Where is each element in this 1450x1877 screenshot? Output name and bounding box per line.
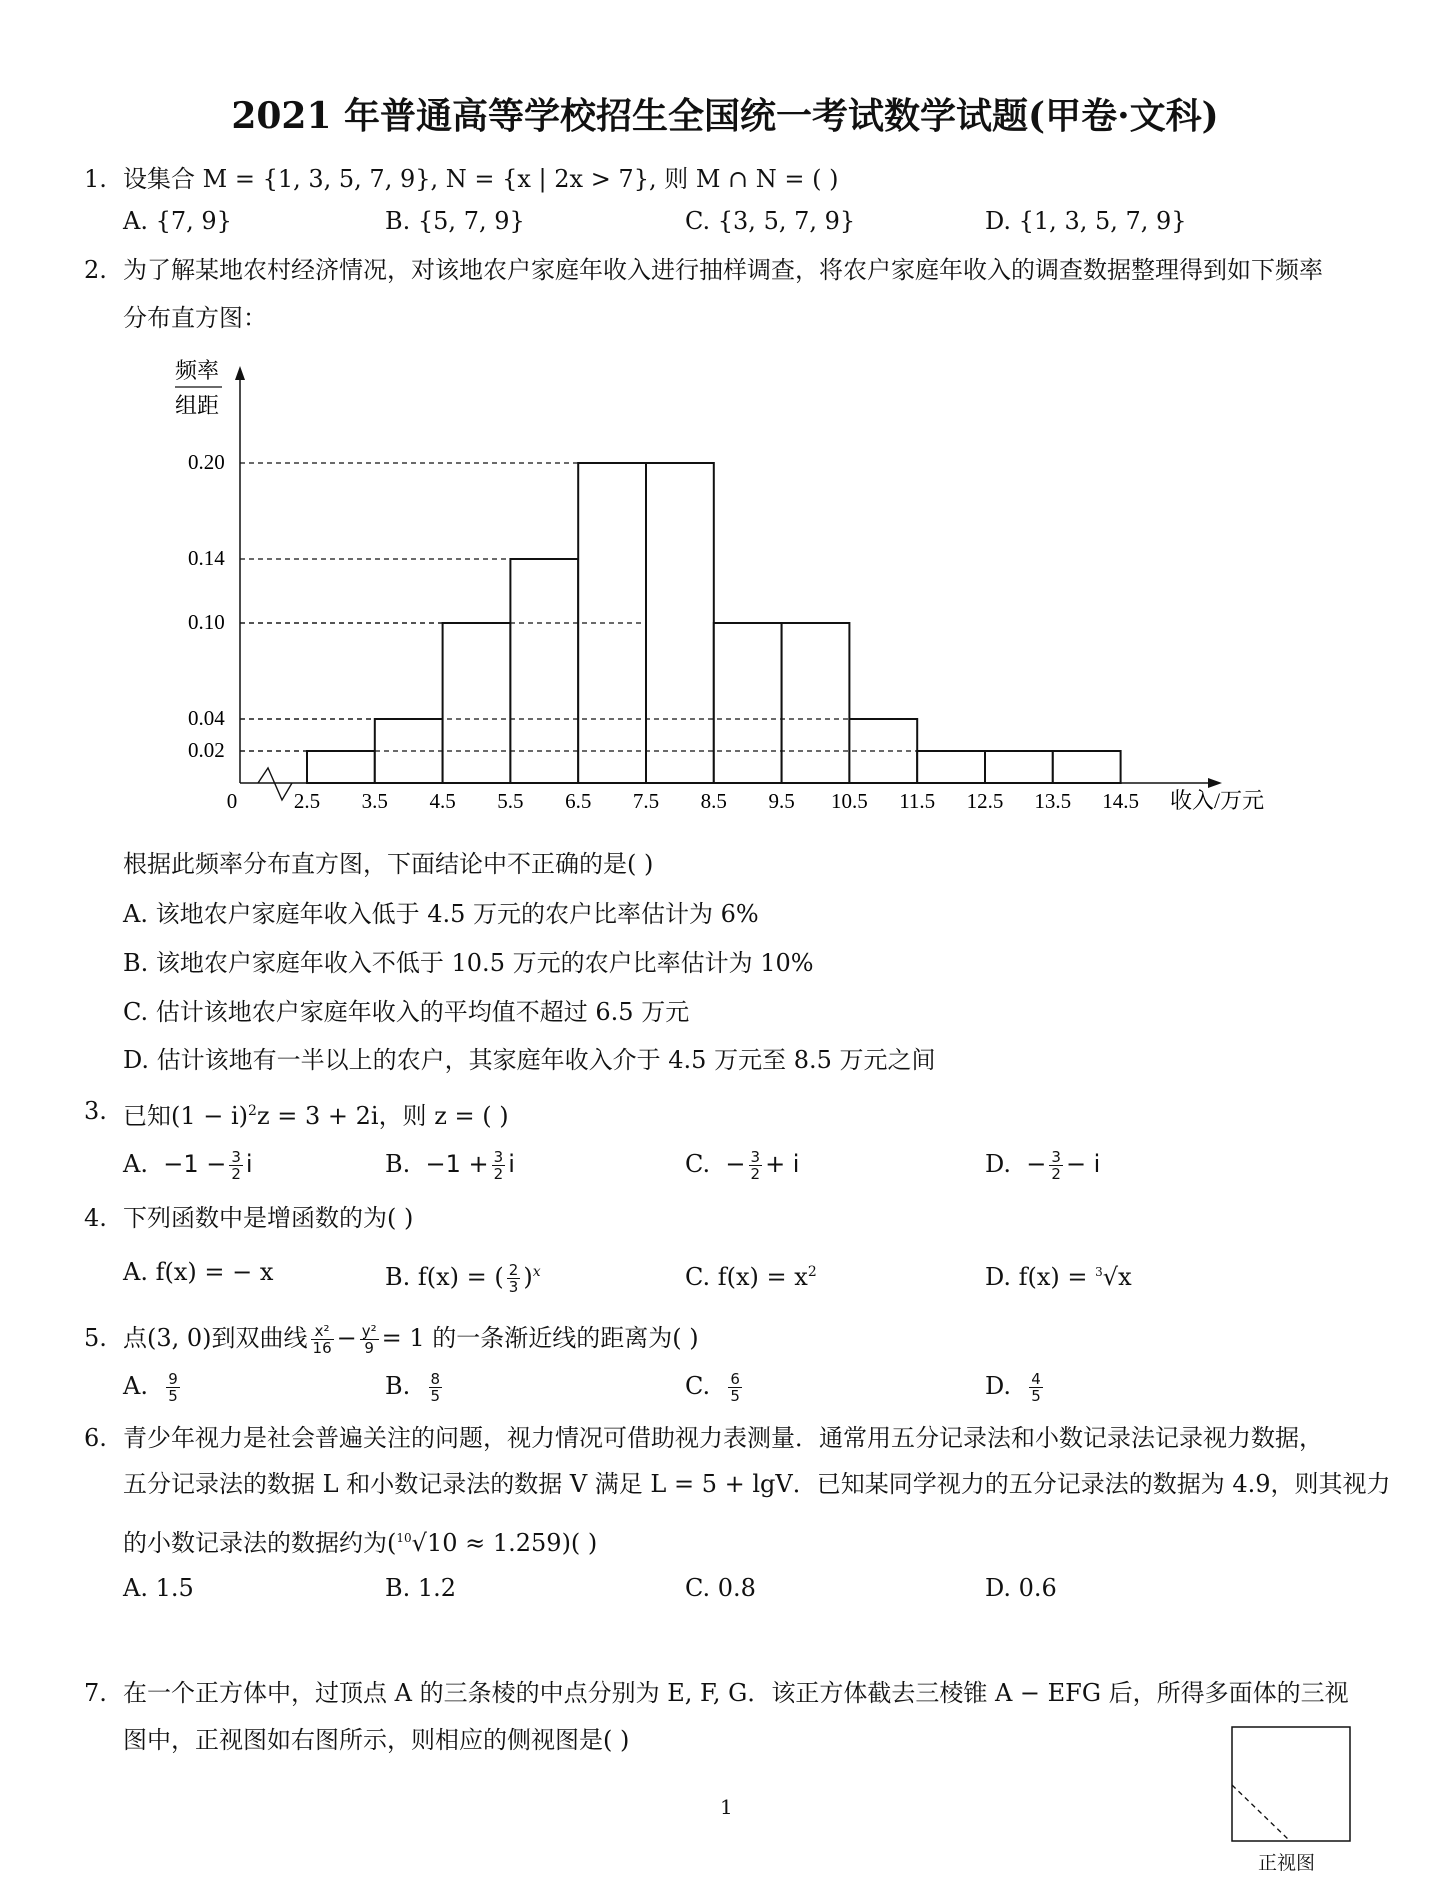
q2-option-b: B. 该地农户家庭年收入不低于 10.5 万元的农户比率估计为 10% [123, 949, 814, 977]
frequency-histogram [0, 0, 1450, 830]
q2-question: 根据此频率分布直方图，下面结论中不正确的是( ) [123, 850, 654, 878]
x-tick-label: 8.5 [700, 789, 727, 813]
x-tick-label: 12.5 [966, 789, 1004, 813]
y-label-top: 频率 [175, 358, 220, 383]
x-tick-label: 7.5 [632, 789, 660, 813]
x-axis-label: 收入/万元 [1170, 788, 1265, 813]
q5-number: 5. [84, 1324, 107, 1352]
q6-line1: 青少年视力是社会普遍关注的问题，视力情况可借助视力表测量．通常用五分记录法和小数记录法记录视力数据， [123, 1424, 1323, 1452]
histogram-bar [714, 623, 782, 783]
q7-number: 7. [84, 1679, 107, 1707]
q3-option-b: B. −1 + $\frac{3}{2}$ i [385, 1148, 515, 1183]
q5-option-d: D. $\frac{4}{5}$ [985, 1370, 1041, 1405]
y-label-bottom: 组距 [175, 393, 220, 418]
q4-option-b: B. f(x) = ( $\frac{2}{3}$ )$^x$ [385, 1261, 541, 1296]
q5-option-b: B. $\frac{8}{5}$ [385, 1370, 441, 1405]
q6-option-c: C. 0.8 [685, 1574, 756, 1602]
axis-break-mark [258, 768, 292, 800]
q3-stem: 已知$(1 - i)^2z = 3 + 2i$，则 z = ( ) [123, 1102, 509, 1130]
q1-option-b: B. {5, 7, 9} [385, 207, 525, 235]
q6-option-a: A. 1.5 [123, 1574, 194, 1602]
origin-label: 0 [226, 789, 238, 813]
histogram-bar [510, 559, 578, 783]
histogram-bar [1053, 751, 1121, 783]
q6-line2: 五分记录法的数据 L 和小数记录法的数据 V 满足 L = 5 + lgV．已知某同学视力的五分记录法的数据为 4.9，则其视力 [123, 1470, 1391, 1498]
x-tick-label: 9.5 [768, 789, 795, 813]
histogram-bar [985, 751, 1053, 783]
q2-number: 2. [84, 256, 107, 284]
q5-stem: 点(3, 0)到双曲线 $\frac{\text{x²}}{16}$ − $\frac{\text{y²}}{9}$ = 1 的一条渐近线的距离为( ) [123, 1322, 699, 1357]
q6-option-b: B. 1.2 [385, 1574, 457, 1602]
paper-title: 2021 年普通高等学校招生全国统一考试数学试题(甲卷·文科) [231, 95, 1219, 137]
q1-stem: 设集合 M = {1, 3, 5, 7, 9}, N = {x | 2x > 7}, 则 M ∩ N = ( ) [123, 165, 839, 193]
q1-option-d: D. {1, 3, 5, 7, 9} [985, 207, 1187, 235]
q7-line2: 图中，正视图如右图所示，则相应的侧视图是( ) [123, 1726, 630, 1754]
y-tick-label: 0.14 [188, 546, 225, 570]
q6-number: 6. [84, 1424, 107, 1452]
y-tick-label: 0.20 [188, 450, 225, 474]
x-tick-label: 5.5 [497, 789, 524, 813]
y-tick-label: 0.10 [188, 610, 225, 634]
y-tick-label: 0.04 [188, 706, 225, 730]
q5-option-a: A. $\frac{9}{5}$ [123, 1370, 178, 1405]
q5-option-c: C. $\frac{6}{5}$ [685, 1370, 740, 1405]
x-tick-label: 6.5 [565, 789, 592, 813]
q2-option-c: C. 估计该地农户家庭年收入的平均值不超过 6.5 万元 [123, 998, 690, 1026]
front-view-figure [1230, 1725, 1354, 1845]
q1-option-a: A. {7, 9} [123, 207, 232, 235]
x-tick-label: 13.5 [1034, 789, 1072, 813]
histogram-bar [443, 623, 511, 783]
y-tick-label: 0.02 [188, 738, 225, 762]
q4-option-a: A. f(x) = − x [123, 1258, 274, 1286]
x-tick-label: 2.5 [293, 789, 321, 813]
histogram-bar [917, 751, 985, 783]
y-axis-arrow [235, 366, 245, 380]
histogram-bar [782, 623, 850, 783]
q3-number: 3. [84, 1097, 107, 1125]
x-tick-label: 4.5 [429, 789, 456, 813]
q6-option-d: D. 0.6 [985, 1574, 1057, 1602]
front-view-caption: 正视图 [1258, 1852, 1316, 1874]
histogram-bar [646, 463, 714, 783]
x-tick-label: 14.5 [1102, 789, 1139, 813]
q4-number: 4. [84, 1204, 107, 1232]
x-tick-label: 3.5 [361, 789, 388, 813]
q6-line3: 的小数记录法的数据约为($^{10}$√10 ≈ 1.259)( ) [123, 1529, 598, 1557]
q3-option-c: C. − $\frac{3}{2}$ + i [685, 1148, 800, 1183]
q4-stem: 下列函数中是增函数的为( ) [123, 1204, 414, 1232]
x-axis-arrow [1208, 778, 1222, 788]
q1-number: 1. [84, 165, 107, 193]
q1-option-c: C. {3, 5, 7, 9} [685, 207, 856, 235]
q4-option-d: D. f(x) = $^3$√x [985, 1263, 1132, 1291]
q2-stem-line2: 分布直方图： [123, 304, 267, 332]
x-tick-label: 10.5 [831, 789, 868, 813]
q2-stem-line1: 为了解某地农村经济情况，对该地农户家庭年收入进行抽样调查，将农户家庭年收入的调查数据整理得到如下频率 [123, 256, 1323, 284]
x-tick-label: 11.5 [899, 789, 936, 813]
page-number: 1 [720, 1795, 733, 1819]
q4-option-c: C. $f(x) = x^2$ [685, 1263, 817, 1291]
q2-option-d: D. 估计该地有一半以上的农户，其家庭年收入介于 4.5 万元至 8.5 万元之间 [123, 1046, 936, 1074]
q7-line1: 在一个正方体中，过顶点 A 的三条棱的中点分别为 E, F, G．该正方体截去三棱锥 A − EFG 后，所得多面体的三视 [123, 1679, 1349, 1707]
q3-option-d: D. − $\frac{3}{2}$ − i [985, 1148, 1101, 1183]
histogram-bar [307, 751, 375, 783]
q3-option-a: A. −1 − $\frac{3}{2}$ i [123, 1148, 253, 1183]
q2-option-a: A. 该地农户家庭年收入低于 4.5 万元的农户比率估计为 6% [123, 900, 759, 928]
